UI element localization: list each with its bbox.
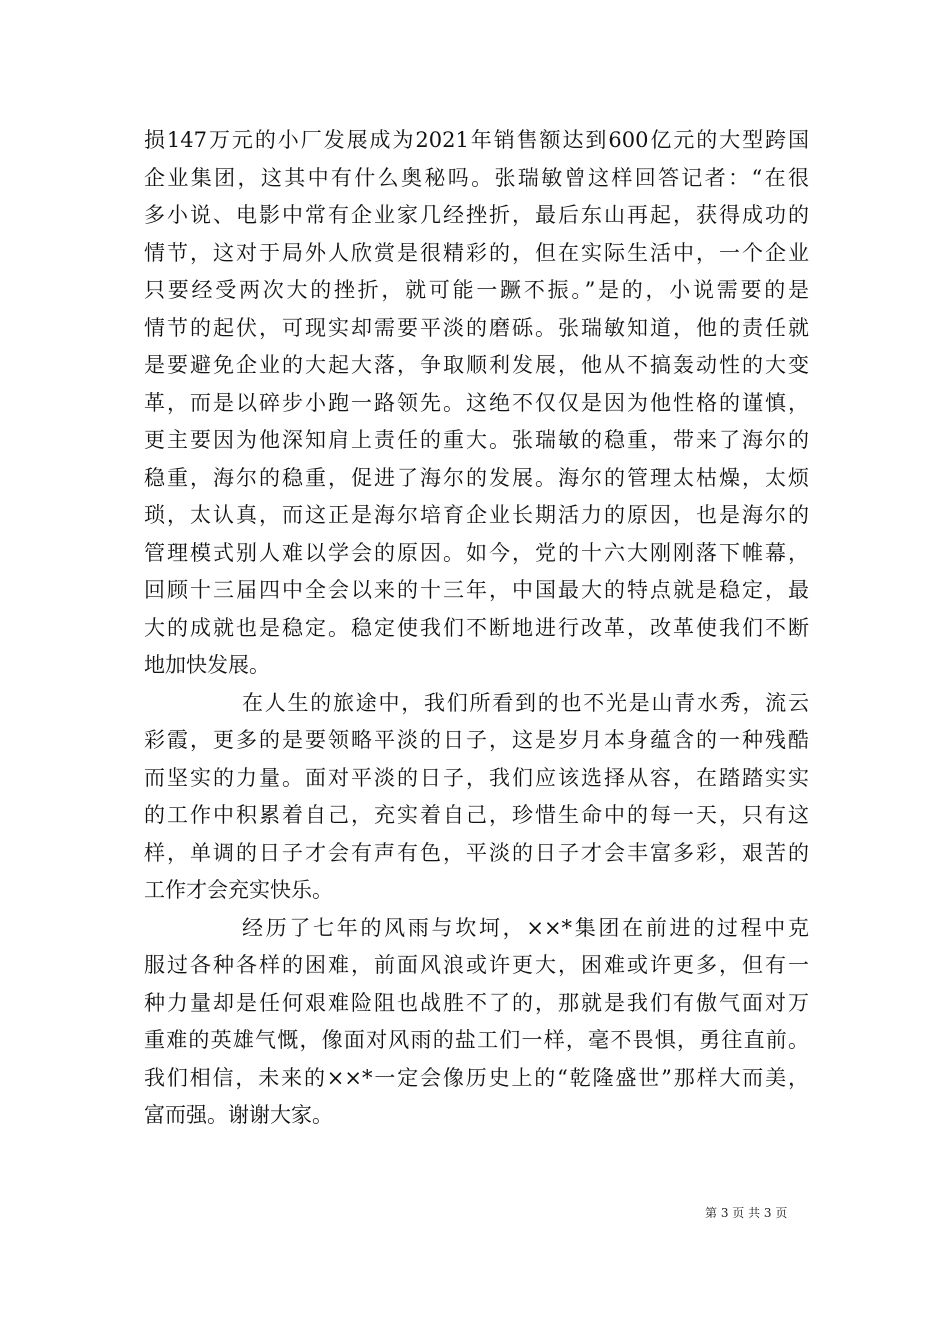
text-line: 大的成就也是稳定。稳定使我们不断地进行改革，改革使我们不断 xyxy=(144,615,809,640)
text-line: 样，单调的日子才会有声有色，平淡的日子才会丰富多彩，艰苦的 xyxy=(144,840,809,865)
text-line: 管理模式别人难以学会的原因。如今，党的十六大刚刚落下帷幕， xyxy=(144,540,809,565)
text-line: 企业集团，这其中有什么奥秘吗。张瑞敏曾这样回答记者：“在很 xyxy=(144,165,809,190)
text-line: 而坚实的力量。面对平淡的日子，我们应该选择从容，在踏踏实实 xyxy=(144,765,809,790)
text-line: 只要经受两次大的挫折，就可能一蹶不振。”是的，小说需要的是 xyxy=(144,278,809,302)
text-line: 情节的起伏，可现实却需要平淡的磨砾。张瑞敏知道，他的责任就 xyxy=(144,315,809,340)
body-text xyxy=(144,122,809,1135)
text-line: 琐，太认真，而这正是海尔培育企业长期活力的原因，也是海尔的 xyxy=(144,503,809,527)
text-line: 重难的英雄气慨，像面对风雨的盐工们一样，毫不畏惧，勇往直前。 xyxy=(144,1028,809,1052)
text-line: 种力量却是任何艰难险阻也战胜不了的，那就是我们有傲气面对万 xyxy=(144,990,809,1015)
text-line: 更主要因为他深知肩上责任的重大。张瑞敏的稳重，带来了海尔的 xyxy=(144,428,809,452)
text-line: 在人生的旅途中，我们所看到的也不光是山青水秀，流云 xyxy=(242,690,809,715)
text-line: 彩霞，更多的是要领略平淡的日子，这是岁月本身蕴含的一种残酷 xyxy=(144,728,809,752)
text-line: 工作才会充实快乐。 xyxy=(144,878,333,902)
text-line: 稳重，海尔的稳重，促进了海尔的发展。海尔的管理太枯燥，太烦 xyxy=(144,465,809,490)
text-line: 损147万元的小厂发展成为2021年销售额达到600亿元的大型跨国 xyxy=(144,128,809,152)
text-line: 的工作中积累着自己，充实着自己，珍惜生命中的每一天，只有这 xyxy=(144,803,809,827)
text-line: 是要避免企业的大起大落，争取顺利发展，他从不搞轰动性的大变 xyxy=(144,353,809,377)
text-line: 服过各种各样的困难，前面风浪或许更大，困难或许更多，但有一 xyxy=(144,953,809,977)
paragraph-1 xyxy=(144,122,809,685)
page-number-footer: 第 3 页 共 3 页 xyxy=(705,1206,788,1220)
text-line: 多小说、电影中常有企业家几经挫折，最后东山再起，获得成功的 xyxy=(144,203,809,227)
text-line: 革，而是以碎步小跑一路领先。这绝不仅仅是因为他性格的谨慎， xyxy=(144,390,809,415)
paragraph-3 xyxy=(144,910,809,1135)
text-line: 我们相信，未来的××*一定会像历史上的“乾隆盛世”那样大而美， xyxy=(144,1065,809,1090)
text-line: 富而强。谢谢大家。 xyxy=(144,1103,333,1127)
text-line: 情节，这对于局外人欣赏是很精彩的，但在实际生活中，一个企业 xyxy=(144,240,809,265)
text-line: 回顾十三届四中全会以来的十三年，中国最大的特点就是稳定，最 xyxy=(144,578,809,602)
text-line: 经历了七年的风雨与坎坷，××*集团在前进的过程中克 xyxy=(242,915,809,940)
text-line: 地加快发展。 xyxy=(144,653,270,677)
paragraph-2 xyxy=(144,685,809,910)
